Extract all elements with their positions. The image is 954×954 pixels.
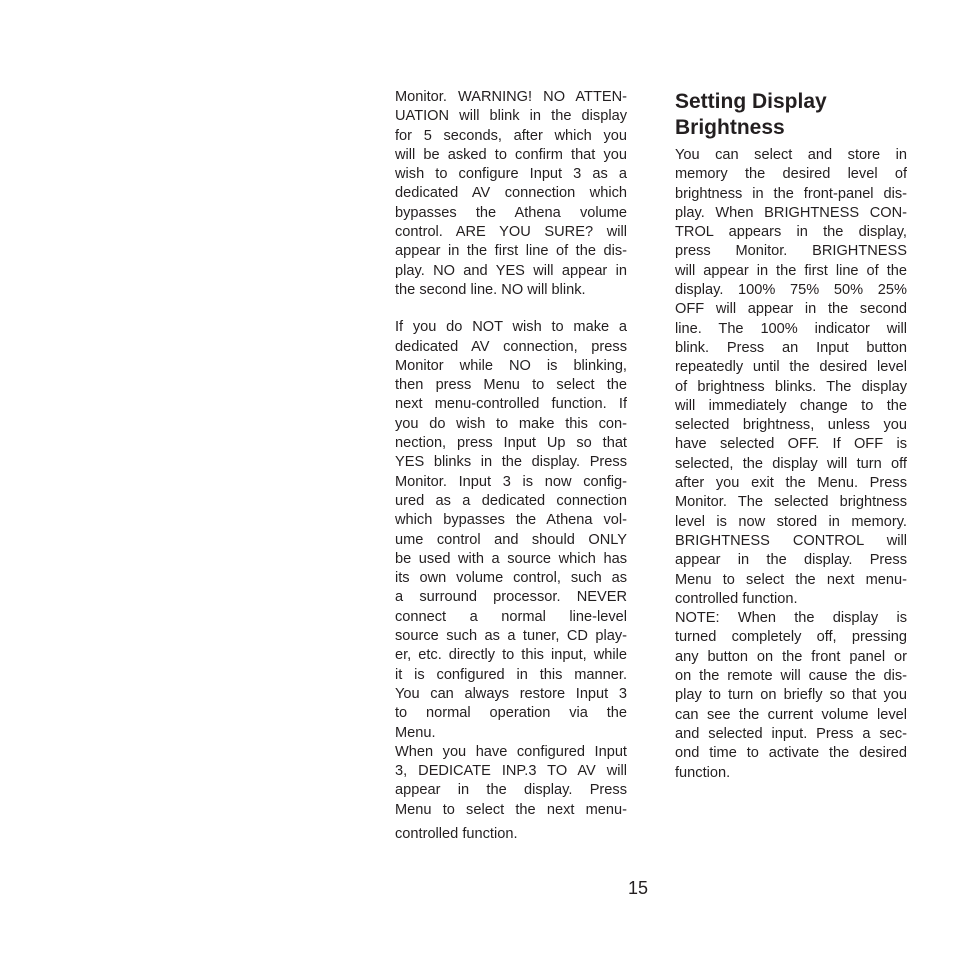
text-line: then press Menu to select the <box>395 377 627 394</box>
page-number: 15 <box>628 878 649 898</box>
text-line: er, etc. directly to this input, while <box>395 647 627 664</box>
text-line: controlled function. <box>395 825 518 842</box>
text-line: Monitor. Input 3 is now config- <box>395 473 627 490</box>
text-line: will appear in the first line of the <box>675 262 907 279</box>
text-line: to normal operation via the <box>395 705 627 722</box>
text-line: nection, press Input Up so that <box>395 435 627 452</box>
text-line: selected brightness, unless you <box>675 417 907 434</box>
text-line: ond time to activate the desired <box>675 745 907 762</box>
text-line: source such as a tuner, CD play- <box>395 628 627 645</box>
paragraph-gap <box>395 300 627 318</box>
text-line: appear in the display. Press <box>675 552 907 569</box>
text-line: blink. Press an Input button <box>675 339 907 356</box>
text-line: level is now stored in memory. <box>675 513 907 530</box>
text-line: connect a normal line-level <box>395 608 627 625</box>
right-paragraph-2 <box>675 609 907 783</box>
text-line: dedicated AV connection which <box>395 185 627 202</box>
text-line: you do wish to make this con- <box>395 415 627 432</box>
text-line: next menu-controlled function. If <box>395 396 627 413</box>
section-heading <box>675 88 907 141</box>
text-line: dedicated AV connection, press <box>395 338 627 355</box>
text-line: the second line. NO will blink. <box>395 281 586 298</box>
text-line: play. NO and YES will appear in <box>395 262 627 279</box>
text-line: appear in the first line of the dis- <box>395 243 627 260</box>
text-line: its own volume control, such as <box>395 570 627 587</box>
text-line: You can always restore Input 3 <box>395 685 627 702</box>
text-line: line. The 100% indicator will <box>675 320 907 337</box>
text-line: any button on the front panel or <box>675 648 907 665</box>
text-line: play. When BRIGHTNESS CON- <box>675 204 907 221</box>
text-line: Menu to select the next menu- <box>395 801 627 818</box>
text-line: brightness in the front-panel dis- <box>675 185 907 202</box>
text-line: controlled function. <box>675 590 798 607</box>
text-line: ured as a dedicated connection <box>395 492 627 509</box>
left-paragraph-3 <box>395 743 627 844</box>
text-line: it is configured in this manner. <box>395 666 627 683</box>
text-line: will immediately change to the <box>675 397 907 414</box>
text-line: Monitor while NO is blinking, <box>395 357 627 374</box>
text-line: When you have configured Input <box>395 743 627 760</box>
text-line: BRIGHTNESS CONTROL will <box>675 532 907 549</box>
text-line: which bypasses the Athena vol- <box>395 512 627 529</box>
text-line: Monitor. WARNING! NO ATTEN- <box>395 89 627 105</box>
left-paragraph-2 <box>395 318 627 743</box>
text-line: OFF will appear in the second <box>675 301 907 318</box>
text-line: press Monitor. BRIGHTNESS <box>675 243 907 260</box>
text-line: Menu. <box>395 724 436 741</box>
text-line: Monitor. The selected brightness <box>675 494 907 511</box>
text-line: play to turn on briefly so that you <box>675 687 907 704</box>
heading-line: Brightness <box>675 116 785 139</box>
text-line: for 5 seconds, after which you <box>395 127 627 144</box>
text-line: display. 100% 75% 50% 25% <box>675 282 907 299</box>
text-line: after you exit the Menu. Press <box>675 475 907 492</box>
text-line: NOTE: When the display is <box>675 610 907 627</box>
heading-line: Setting Display <box>675 90 827 113</box>
text-line: a surround processor. NEVER <box>395 589 627 606</box>
text-line: and selected input. Press a sec- <box>675 725 907 742</box>
text-line: Menu to select the next menu- <box>675 571 907 588</box>
right-column <box>675 88 907 783</box>
text-line: bypasses the Athena volume <box>395 204 627 221</box>
left-paragraph-1 <box>395 88 627 300</box>
text-line: UATION will blink in the display <box>395 108 627 125</box>
text-line: control. ARE YOU SURE? will <box>395 224 627 241</box>
text-line: be used with a source which has <box>395 550 627 567</box>
text-line: appear in the display. Press <box>395 782 627 799</box>
text-line: You can select and store in <box>675 147 907 163</box>
text-line: selected, the display will turn off <box>675 455 907 472</box>
text-line: will be asked to confirm that you <box>395 146 627 163</box>
text-line: on the remote will cause the dis- <box>675 668 907 685</box>
left-column <box>395 88 627 844</box>
text-line: ume control and should ONLY <box>395 531 627 548</box>
text-line: If you do NOT wish to make a <box>395 319 627 336</box>
text-line: turned completely off, pressing <box>675 629 907 646</box>
text-line: of brightness blinks. The display <box>675 378 907 395</box>
text-line: 3, DEDICATE INP.3 TO AV will <box>395 763 627 780</box>
text-line: function. <box>675 764 731 781</box>
text-line: TROL appears in the display, <box>675 224 907 241</box>
text-line: repeatedly until the desired level <box>675 359 907 376</box>
right-paragraph-1 <box>675 146 907 609</box>
text-line: have selected OFF. If OFF is <box>675 436 907 453</box>
text-line: can see the current volume level <box>675 706 907 723</box>
text-line: memory the desired level of <box>675 166 907 183</box>
text-line: wish to configure Input 3 as a <box>395 166 627 183</box>
text-line: YES blinks in the display. Press <box>395 454 627 471</box>
